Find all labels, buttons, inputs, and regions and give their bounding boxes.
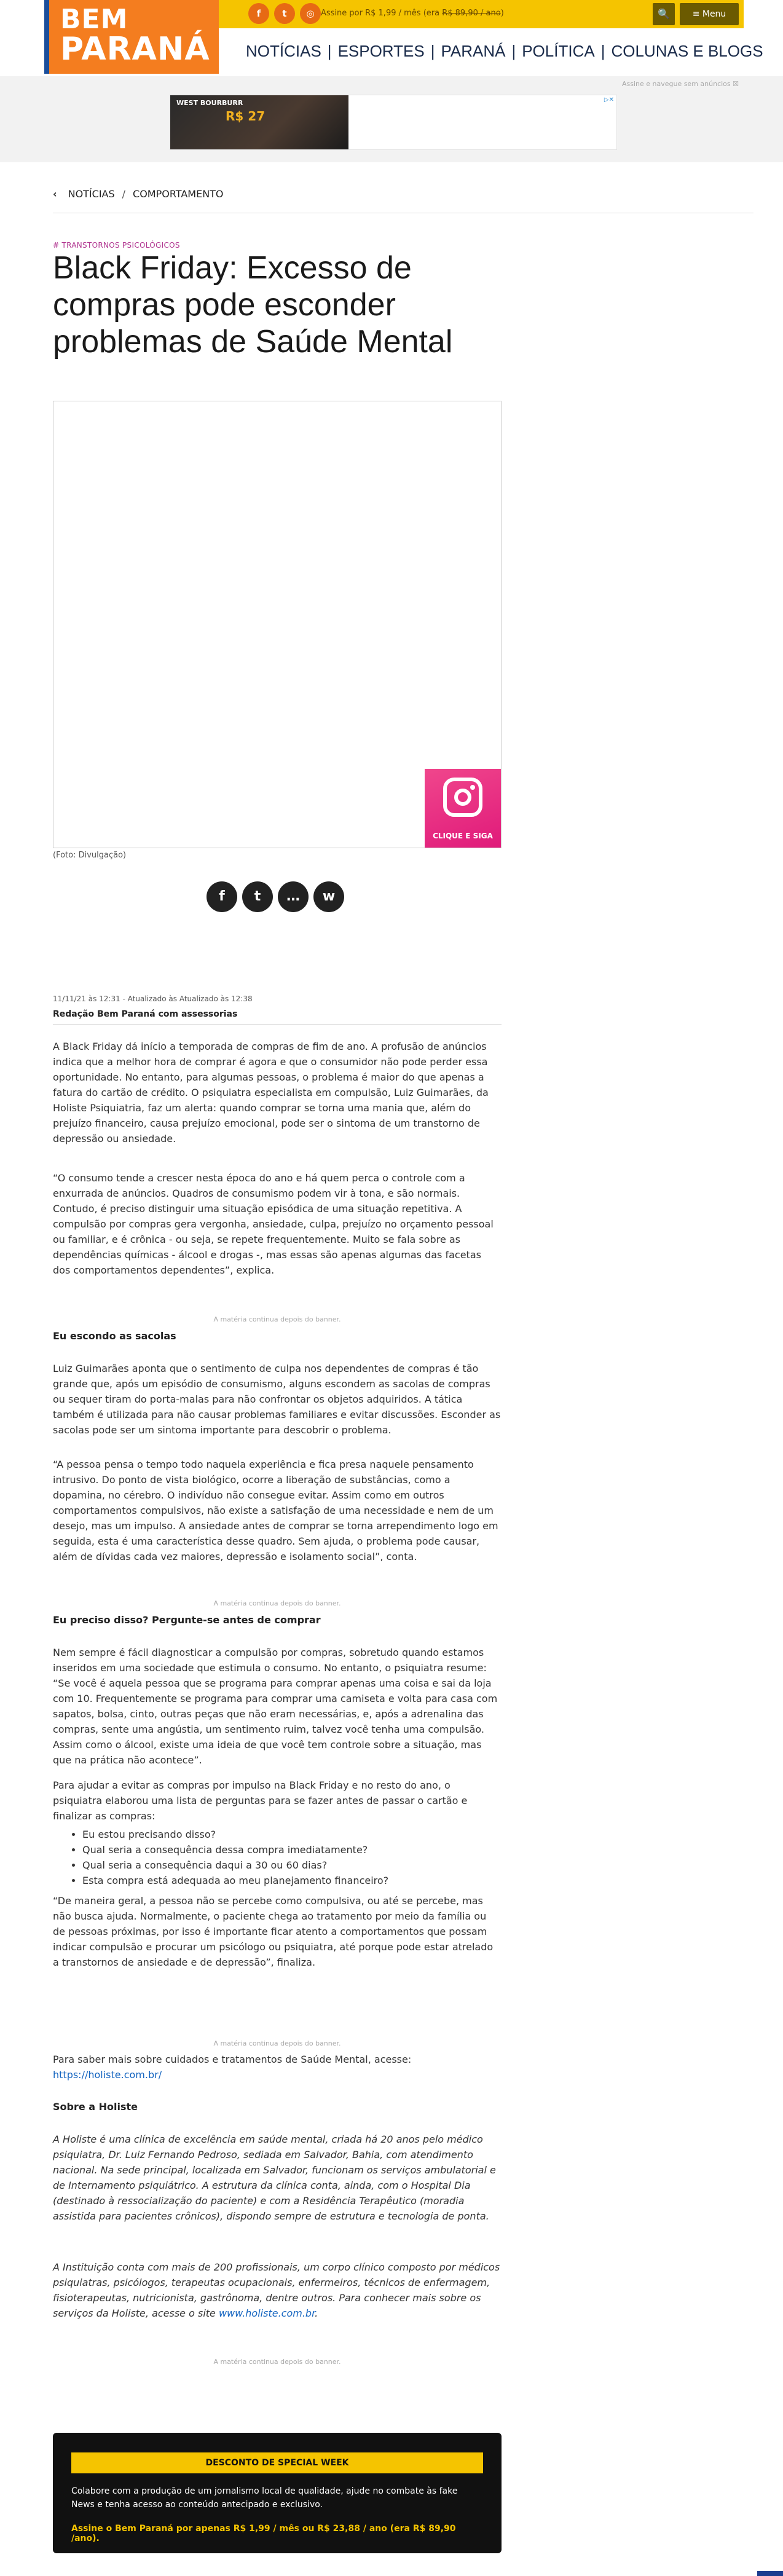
logo-line1: BEM xyxy=(60,4,128,35)
breadcrumb xyxy=(53,188,224,200)
facebook-icon[interactable]: f xyxy=(248,3,269,24)
breadcrumb-comportamento[interactable]: COMPORTAMENTO xyxy=(133,188,224,200)
paragraph: Para ajudar a evitar as compras por impulso na Black Friday e no resto do ano, o psiquiatra elaborou uma lista de perguntas para se fazer antes de passar o cartão e finalizar as compras: xyxy=(53,1779,468,1822)
nav-sep: | xyxy=(511,42,516,60)
holiste-site-link[interactable]: www.holiste.com.br xyxy=(218,2307,315,2319)
floating-corner-button[interactable] xyxy=(757,2571,783,2576)
logo-line2: PARANÁ xyxy=(60,31,210,68)
search-icon: 🔍 xyxy=(658,8,670,20)
promo-old-price: R$ 89,90 / ano xyxy=(442,9,501,18)
main-nav xyxy=(246,42,763,61)
holiste-link[interactable]: https://holiste.com.br/ xyxy=(53,2069,162,2081)
section-heading: Eu preciso disso? Pergunte-se antes de comprar xyxy=(53,1614,321,1626)
paragraph-text: Para saber mais sobre cuidados e tratamentos de Saúde Mental, acesse: xyxy=(53,2054,412,2065)
share-facebook-icon[interactable]: f xyxy=(207,881,237,912)
breadcrumb-sep: / xyxy=(122,188,126,200)
site-logo[interactable] xyxy=(44,0,219,74)
ad-banner[interactable] xyxy=(170,95,617,150)
subscribe-cta-link[interactable]: Assine o Bem Paraná por apenas R$ 1,99 / mês ou R$ 23,88 / ano (era R$ 89,90 /ano). xyxy=(71,2524,456,2543)
subscribe-description: Colabore com a produção de um jornalismo local de qualidade, ajude no combate às fake News e tenha acesso ao conteúdo antecipado e exclusivo. xyxy=(71,2486,458,2510)
menu-button[interactable]: ≡ Menu xyxy=(680,3,739,25)
nav-sep: | xyxy=(430,42,435,60)
search-button[interactable] xyxy=(653,3,675,25)
ad-continue-note: A matéria continua depois do banner. xyxy=(213,1599,341,1607)
back-chevron-icon[interactable]: ‹ xyxy=(53,188,57,200)
nav-colunas-blogs[interactable]: COLUNAS E BLOGS xyxy=(611,42,763,60)
ad-continue-note: A matéria continua depois do banner. xyxy=(213,2358,341,2366)
paragraph: Luiz Guimarães aponta que o sentimento de culpa nos dependentes de compras é tão grande que, após um episódio de consumismo, alguns escondem as sacolas de compras ou sequer tiram do porta-malas para não confrontar os objetos adquiridos. A tática também é utilizada para não causar problemas familiares e evitar discussões. Esconder as sacolas pode ser um sintoma importante para descobrir o problema. xyxy=(53,1363,501,1436)
nav-parana[interactable]: PARANÁ xyxy=(441,42,506,60)
ad-continue-note: A matéria continua depois do banner. xyxy=(213,2039,341,2047)
nav-politica[interactable]: POLÍTICA xyxy=(522,42,595,60)
image-caption: (Foto: Divulgação) xyxy=(53,851,127,860)
list-item: • Eu estou precisando disso? xyxy=(82,1827,498,1842)
paragraph-text: . xyxy=(315,2307,318,2319)
subscribe-box xyxy=(53,2433,502,2553)
share-twitter-icon[interactable]: t xyxy=(242,881,273,912)
article-date: 11/11/21 às 12:31 - Atualizado às Atualizado às 12:38 xyxy=(53,995,253,1003)
paragraph: A Black Friday dá início a temporada de compras de fim de ano. A profusão de anúncios indica que a melhor hora de comprar é agora e que o consumidor não pode perder essa oportunidade. No entanto, para algumas pessoas, o problema é maior do que apenas a fatura do cartão de crédito. O psiquiatra especialista em compulsão, Luiz Guimarães, da Holiste Psiquiatria, faz um alerta: quando comprar se torna uma mania que, além do prejuízo financeiro, causa prejuízo emocional, pode ser o sintoma de um transtorno de depressão ou ansiedade. xyxy=(53,1041,489,1144)
hero-image xyxy=(53,401,502,848)
instagram-follow-button[interactable] xyxy=(425,769,501,848)
paragraph xyxy=(53,2052,502,2082)
nav-sep: | xyxy=(600,42,605,60)
paragraph: “O consumo tende a crescer nesta época do ano e há quem perca o controle com a enxurrada de anúncios. Quadros de consumismo podem vir à tona, e são normais. Contudo, é preciso distinguir uma situação episódica de uma situação repetitiva. A compulsão por compras gera vergonha, ansiedade, culpa, prejuízo no orçamento pessoal ou familiar, e é crônica - ou seja, se repete frequentemente. Muito se fala sobre as dependências químicas - álcool e drogas -, mas essas são apenas algumas das facetas dos comportamentos dependentes”, explica. xyxy=(53,1172,494,1276)
divider xyxy=(53,1024,502,1025)
share-comment-icon[interactable]: … xyxy=(278,881,309,912)
paragraph: Nem sempre é fácil diagnosticar a compulsão por compras, sobretudo quando estamos inseridos em uma sociedade que estimula o consumo. No entanto, o psiquiatra resume: “Se você é aquela pessoa que se programa para comprar apenas uma coisa e sai da loja com 10. Frequentemente se programa para comprar uma camiseta e volta para casa com sapatos, bolsa, cinto, outras peças que não eram necessárias, e, após a adrenalina das compras, sente uma angústia, um sentimento ruim, talvez você tenha uma compulsão. Assim como o álcool, existe uma ideia de que você tem controle sobre a situação, mas que na prática não acontece”. xyxy=(53,1647,498,1766)
ad-choices-icon[interactable]: ▷✕ xyxy=(604,97,614,103)
list-item: • Qual seria a consequência daqui a 30 ou 60 dias? xyxy=(82,1857,498,1873)
paragraph xyxy=(53,2259,502,2321)
ad-brand: WEST BOURBURR xyxy=(176,99,243,107)
subscribe-promo-link[interactable] xyxy=(321,9,504,18)
promo-suffix: ) xyxy=(500,9,504,18)
twitter-icon[interactable]: t xyxy=(274,3,295,24)
instagram-icon xyxy=(443,778,482,817)
article-author: Redação Bem Paraná com assessorias xyxy=(53,1009,238,1019)
section-heading: Eu escondo as sacolas xyxy=(53,1330,176,1342)
paragraph: A Holiste é uma clínica de excelência em saúde mental, criada há 20 anos pelo médico psiquiatra, Dr. Luiz Fernando Pedroso, sediada em Salvador, Bahia, com atendimento nacional. Na sede principal, localizada em Salvador, funcionam os serviços ambulatorial e de Internamento psiquiátrico. A estrutura da clínica conta, ainda, com o Hospital Dia (destinado à ressocialização do paciente) e com a Residência Terapêutico (moradia assistida para pacientes crônicos), dispondo sempre de estrutura e tecnologia de ponta. xyxy=(53,2133,496,2222)
ad-continue-note: A matéria continua depois do banner. xyxy=(213,1315,341,1323)
instagram-follow-label: CLIQUE E SIGA xyxy=(433,832,493,840)
instagram-icon[interactable]: ◎ xyxy=(300,3,321,24)
ad-price: R$ 27 xyxy=(226,109,266,124)
nav-esportes[interactable]: ESPORTES xyxy=(337,42,425,60)
article-title: Black Friday: Excesso de compras pode esconder problemas de Saúde Mental xyxy=(53,250,453,360)
section-heading: Sobre a Holiste xyxy=(53,2101,138,2113)
paragraph-text: A Instituição conta com mais de 200 profissionais, um corpo clínico composto por médicos psiquiatras, psicólogos, terapeutas ocupacionais, enfermeiros, técnicos de enfermagem, fisioterapeutas, nutricionista, gastrônoma, dentre outros. Para conhecer mais sobre os serviços da Holiste, acesse o site xyxy=(53,2261,500,2319)
nav-noticias[interactable]: NOTÍCIAS xyxy=(246,42,321,60)
ad-zone xyxy=(0,76,783,162)
share-whatsapp-icon[interactable]: w xyxy=(313,881,344,912)
question-list xyxy=(74,1827,498,1888)
list-item: • Qual seria a consequência dessa compra imediatamente? xyxy=(82,1842,498,1857)
site-header xyxy=(0,0,783,76)
discount-badge: DESCONTO DE SPECIAL WEEK xyxy=(71,2452,483,2473)
list-item: • Esta compra está adequada ao meu planejamento financeiro? xyxy=(82,1873,498,1888)
top-bar xyxy=(219,0,744,28)
promo-prefix: Assine por R$ 1,99 / mês (era xyxy=(321,9,443,18)
paragraph: “De maneira geral, a pessoa não se percebe como compulsiva, ou até se percebe, mas não busca ajuda. Normalmente, o paciente chega ao tratamento por meio da família ou de pessoas próximas, por isso é importante ficar atento a comportamentos que possam indicar compulsão e procurar um psicólogo ou psiquiatra, até porque pode estar atrelado a transtornos de ansiedade e de depressão”, finaliza. xyxy=(53,1895,494,1968)
nav-sep: | xyxy=(327,42,332,60)
breadcrumb-noticias[interactable]: NOTÍCIAS xyxy=(68,188,115,200)
category-tag[interactable]: # TRANSTORNOS PSICOLÓGICOS xyxy=(53,241,180,250)
ad-image xyxy=(170,95,348,149)
ad-free-link[interactable]: Assine e navegue sem anúncios ☒ xyxy=(621,80,739,88)
paragraph: “A pessoa pensa o tempo todo naquela experiência e fica presa naquele pensamento intrusivo. Do ponto de vista biológico, ocorre a liberação de substâncias, como a dopamina, no cérebro. O indivíduo não consegue evitar. Assim como em outros comportamentos compulsivos, não existe a satisfação de uma necessidade e nem de um desejo, mas um impulso. A ansiedade antes de comprar se torna arrependimento logo em seguida, esta é uma característica desse quadro. Sem ajuda, o problema pode causar, além de dívidas cada vez maiores, depressão e isolamento social”, conta. xyxy=(53,1459,498,1562)
